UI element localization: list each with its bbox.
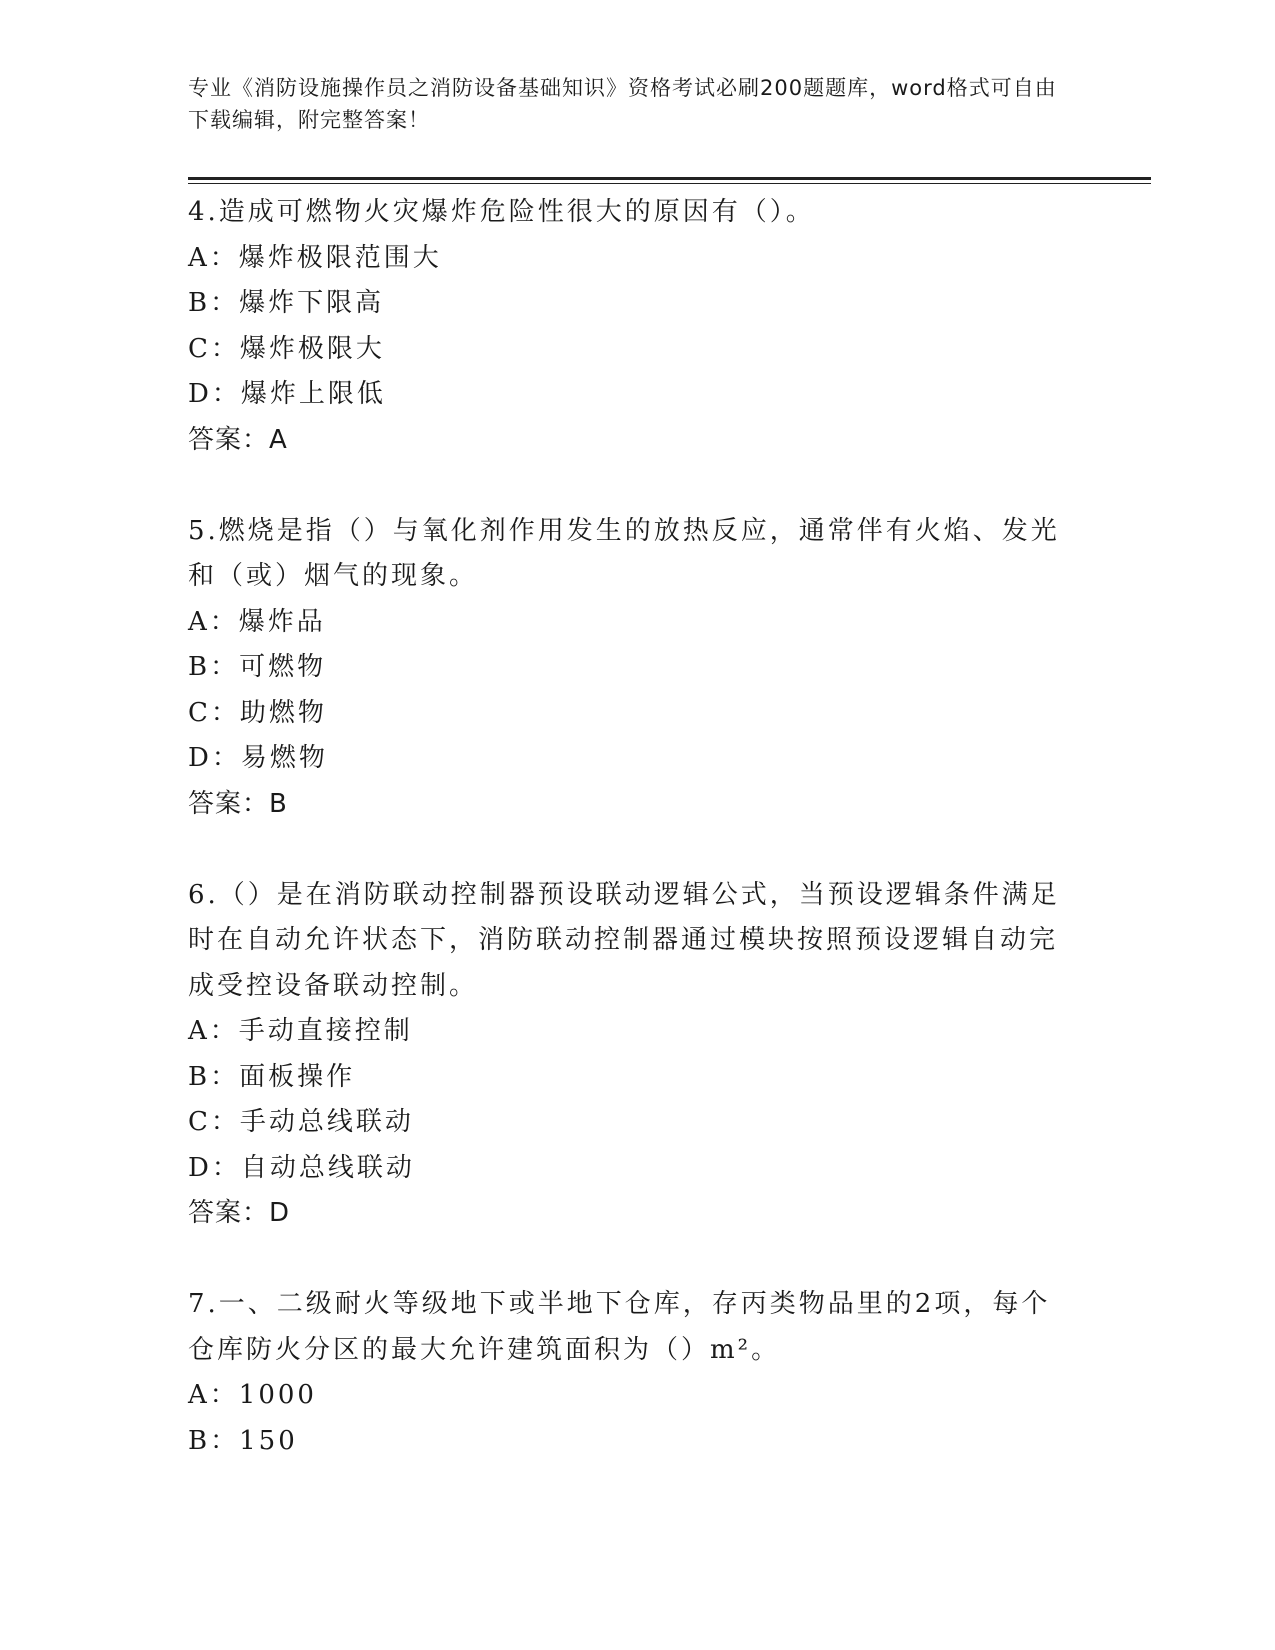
header-divider-thick (188, 177, 1151, 180)
option-b: B：可燃物 (188, 652, 327, 682)
question-5 (188, 509, 1068, 828)
option-a: A：手动直接控制 (188, 1016, 413, 1046)
question-text: 7.一、二级耐火等级地下或半地下仓库，存丙类物品里的2项，每个仓库防火分区的最大允许建筑面积为（）m²。 (188, 1289, 1051, 1365)
option-a: A：爆炸品 (188, 606, 326, 637)
question-4 (188, 190, 1068, 463)
option-d: D：自动总线联动 (188, 1152, 415, 1183)
question-text: 6.（）是在消防联动控制器预设联动逻辑公式，当预设逻辑条件满足时在自动允许状态下，消防联动控制器通过模块按照预设逻辑自动完成受控设备联动控制。 (188, 879, 1060, 1001)
option-c: C：手动总线联动 (188, 1107, 414, 1137)
option-b: B：150 (188, 1425, 298, 1456)
option-b: B：面板操作 (188, 1061, 356, 1092)
question-text: 4.造成可燃物火灾爆炸危险性很大的原因有（）。 (188, 197, 815, 227)
option-a: A：1000 (188, 1380, 317, 1410)
option-b: B：爆炸下限高 (188, 288, 385, 318)
header-divider-thin (188, 183, 1151, 184)
question-7 (188, 1282, 1068, 1464)
option-d: D：易燃物 (188, 743, 328, 773)
option-a: A：爆炸极限范围大 (188, 242, 442, 273)
option-d: D：爆炸上限低 (188, 379, 386, 409)
question-6 (188, 873, 1068, 1237)
document-header: 专业《消防设施操作员之消防设备基础知识》资格考试必刷200题题库，word格式可自由下载编辑，附完整答案！ (188, 76, 1057, 132)
answer-text: 答案：A (188, 424, 288, 455)
answer-text: 答案：D (188, 1198, 291, 1228)
question-list (188, 190, 1068, 1510)
answer-text: 答案：B (188, 788, 288, 819)
question-text: 5.燃烧是指（）与氧化剂作用发生的放热反应，通常伴有火焰、发光和（或）烟气的现象。 (188, 515, 1060, 591)
option-c: C：助燃物 (188, 697, 327, 728)
option-c: C：爆炸极限大 (188, 333, 385, 364)
